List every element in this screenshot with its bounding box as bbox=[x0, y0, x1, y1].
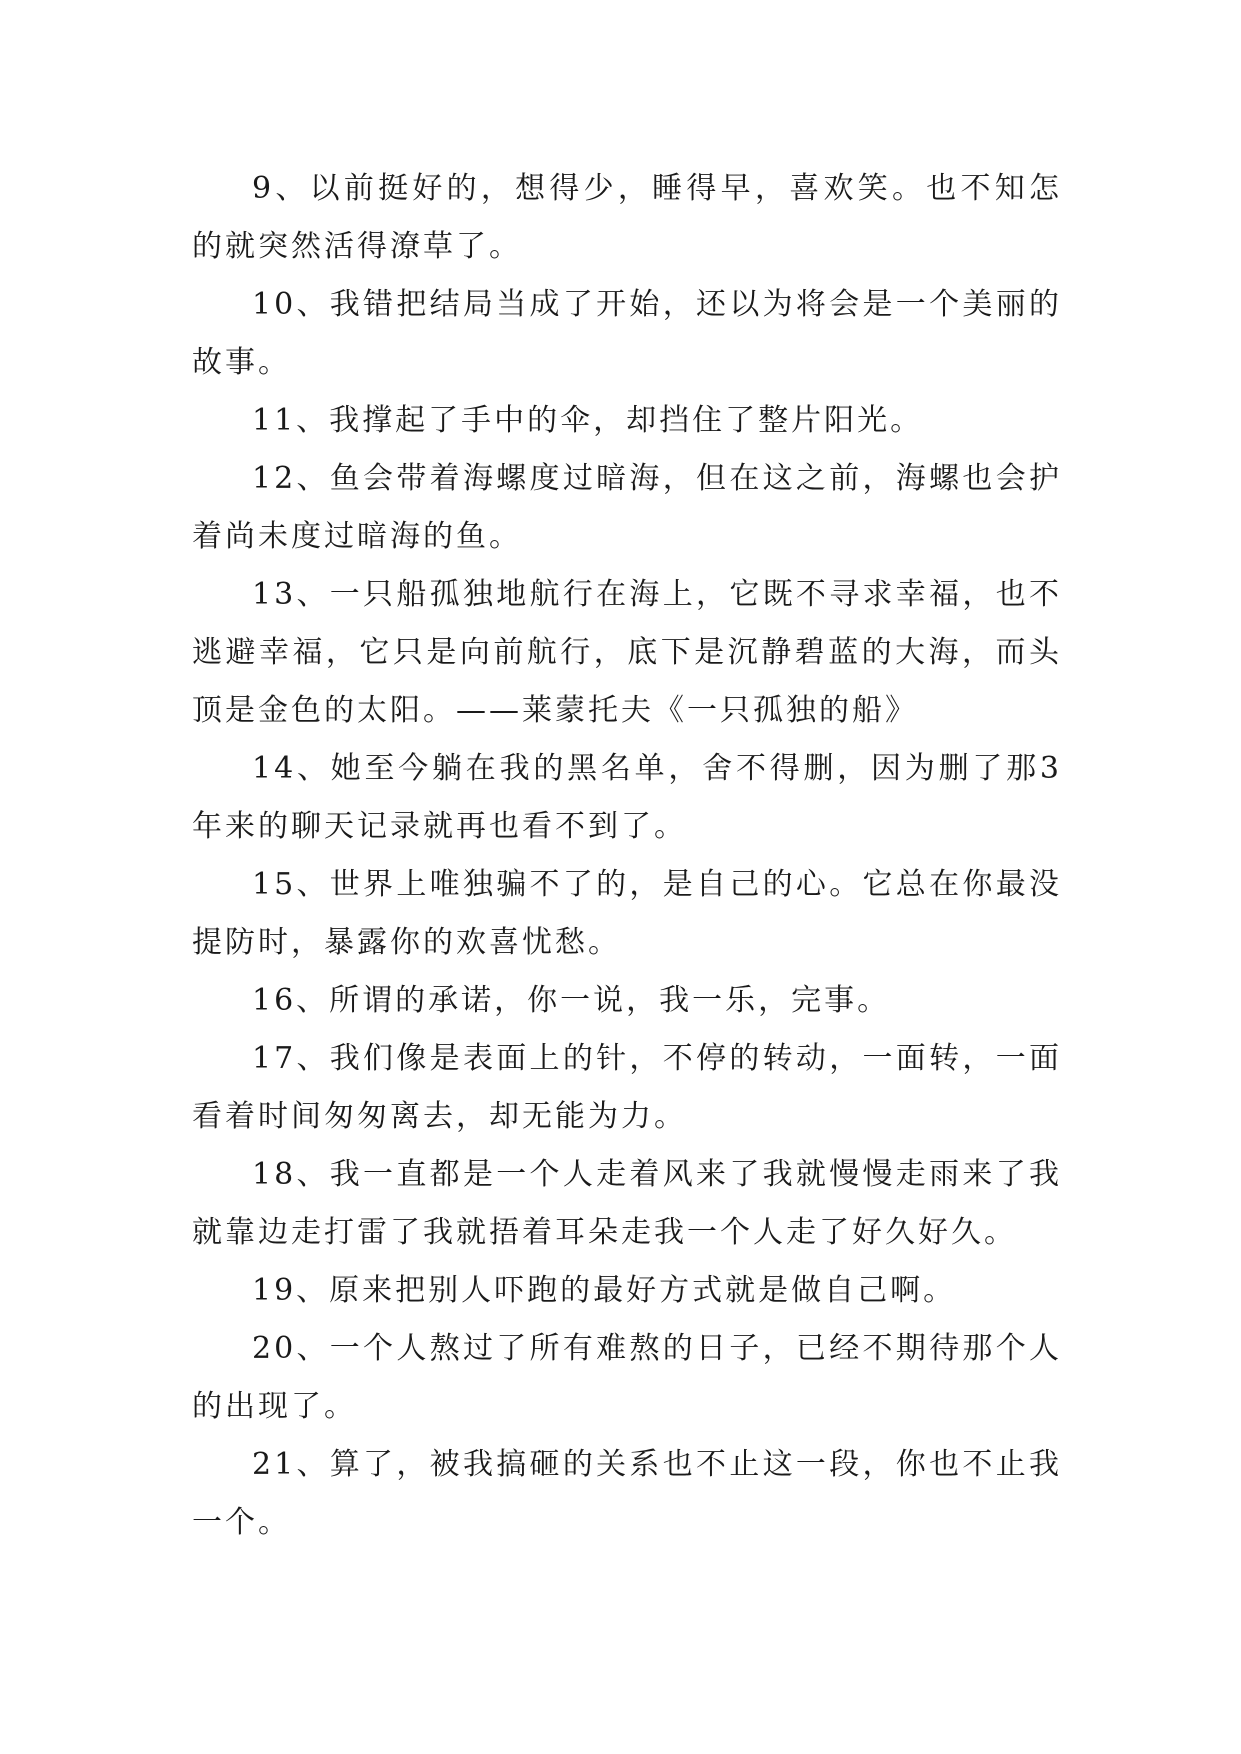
paragraph-11: 11、我撑起了手中的伞，却挡住了整片阳光。 bbox=[252, 403, 924, 438]
paragraph-12: 12、鱼会带着海螺度过暗海，但在这之前，海螺也会护着尚未度过暗海的鱼。 bbox=[192, 461, 1062, 554]
paragraph-21: 21、算了，被我搞砸的关系也不止这一段，你也不止我一个。 bbox=[192, 1447, 1062, 1540]
document-body bbox=[192, 160, 1062, 1552]
paragraph-10: 10、我错把结局当成了开始，还以为将会是一个美丽的故事。 bbox=[192, 287, 1062, 380]
paragraph-16: 16、所谓的承诺，你一说，我一乐，完事。 bbox=[252, 983, 891, 1018]
paragraph-9: 9、以前挺好的，想得少，睡得早，喜欢笑。也不知怎的就突然活得潦草了。 bbox=[192, 171, 1062, 264]
paragraph-17: 17、我们像是表面上的针，不停的转动，一面转，一面看着时间匆匆离去，却无能为力。 bbox=[192, 1041, 1062, 1134]
paragraph-20: 20、一个人熬过了所有难熬的日子，已经不期待那个人的出现了。 bbox=[192, 1331, 1062, 1424]
paragraph-15: 15、世界上唯独骗不了的，是自己的心。它总在你最没提防时，暴露你的欢喜忧愁。 bbox=[192, 867, 1062, 960]
paragraph-14: 14、她至今躺在我的黑名单，舍不得删，因为删了那3年来的聊天记录就再也看不到了。 bbox=[192, 751, 1062, 844]
paragraph-13: 13、一只船孤独地航行在海上，它既不寻求幸福，也不逃避幸福，它只是向前航行，底下是沉静碧蓝的大海，而头顶是金色的太阳。——莱蒙托夫《一只孤独的船》 bbox=[192, 577, 1062, 728]
paragraph-19: 19、原来把别人吓跑的最好方式就是做自己啊。 bbox=[252, 1273, 957, 1308]
paragraph-18: 18、我一直都是一个人走着风来了我就慢慢走雨来了我就靠边走打雷了我就捂着耳朵走我一个人走了好久好久。 bbox=[192, 1157, 1062, 1250]
